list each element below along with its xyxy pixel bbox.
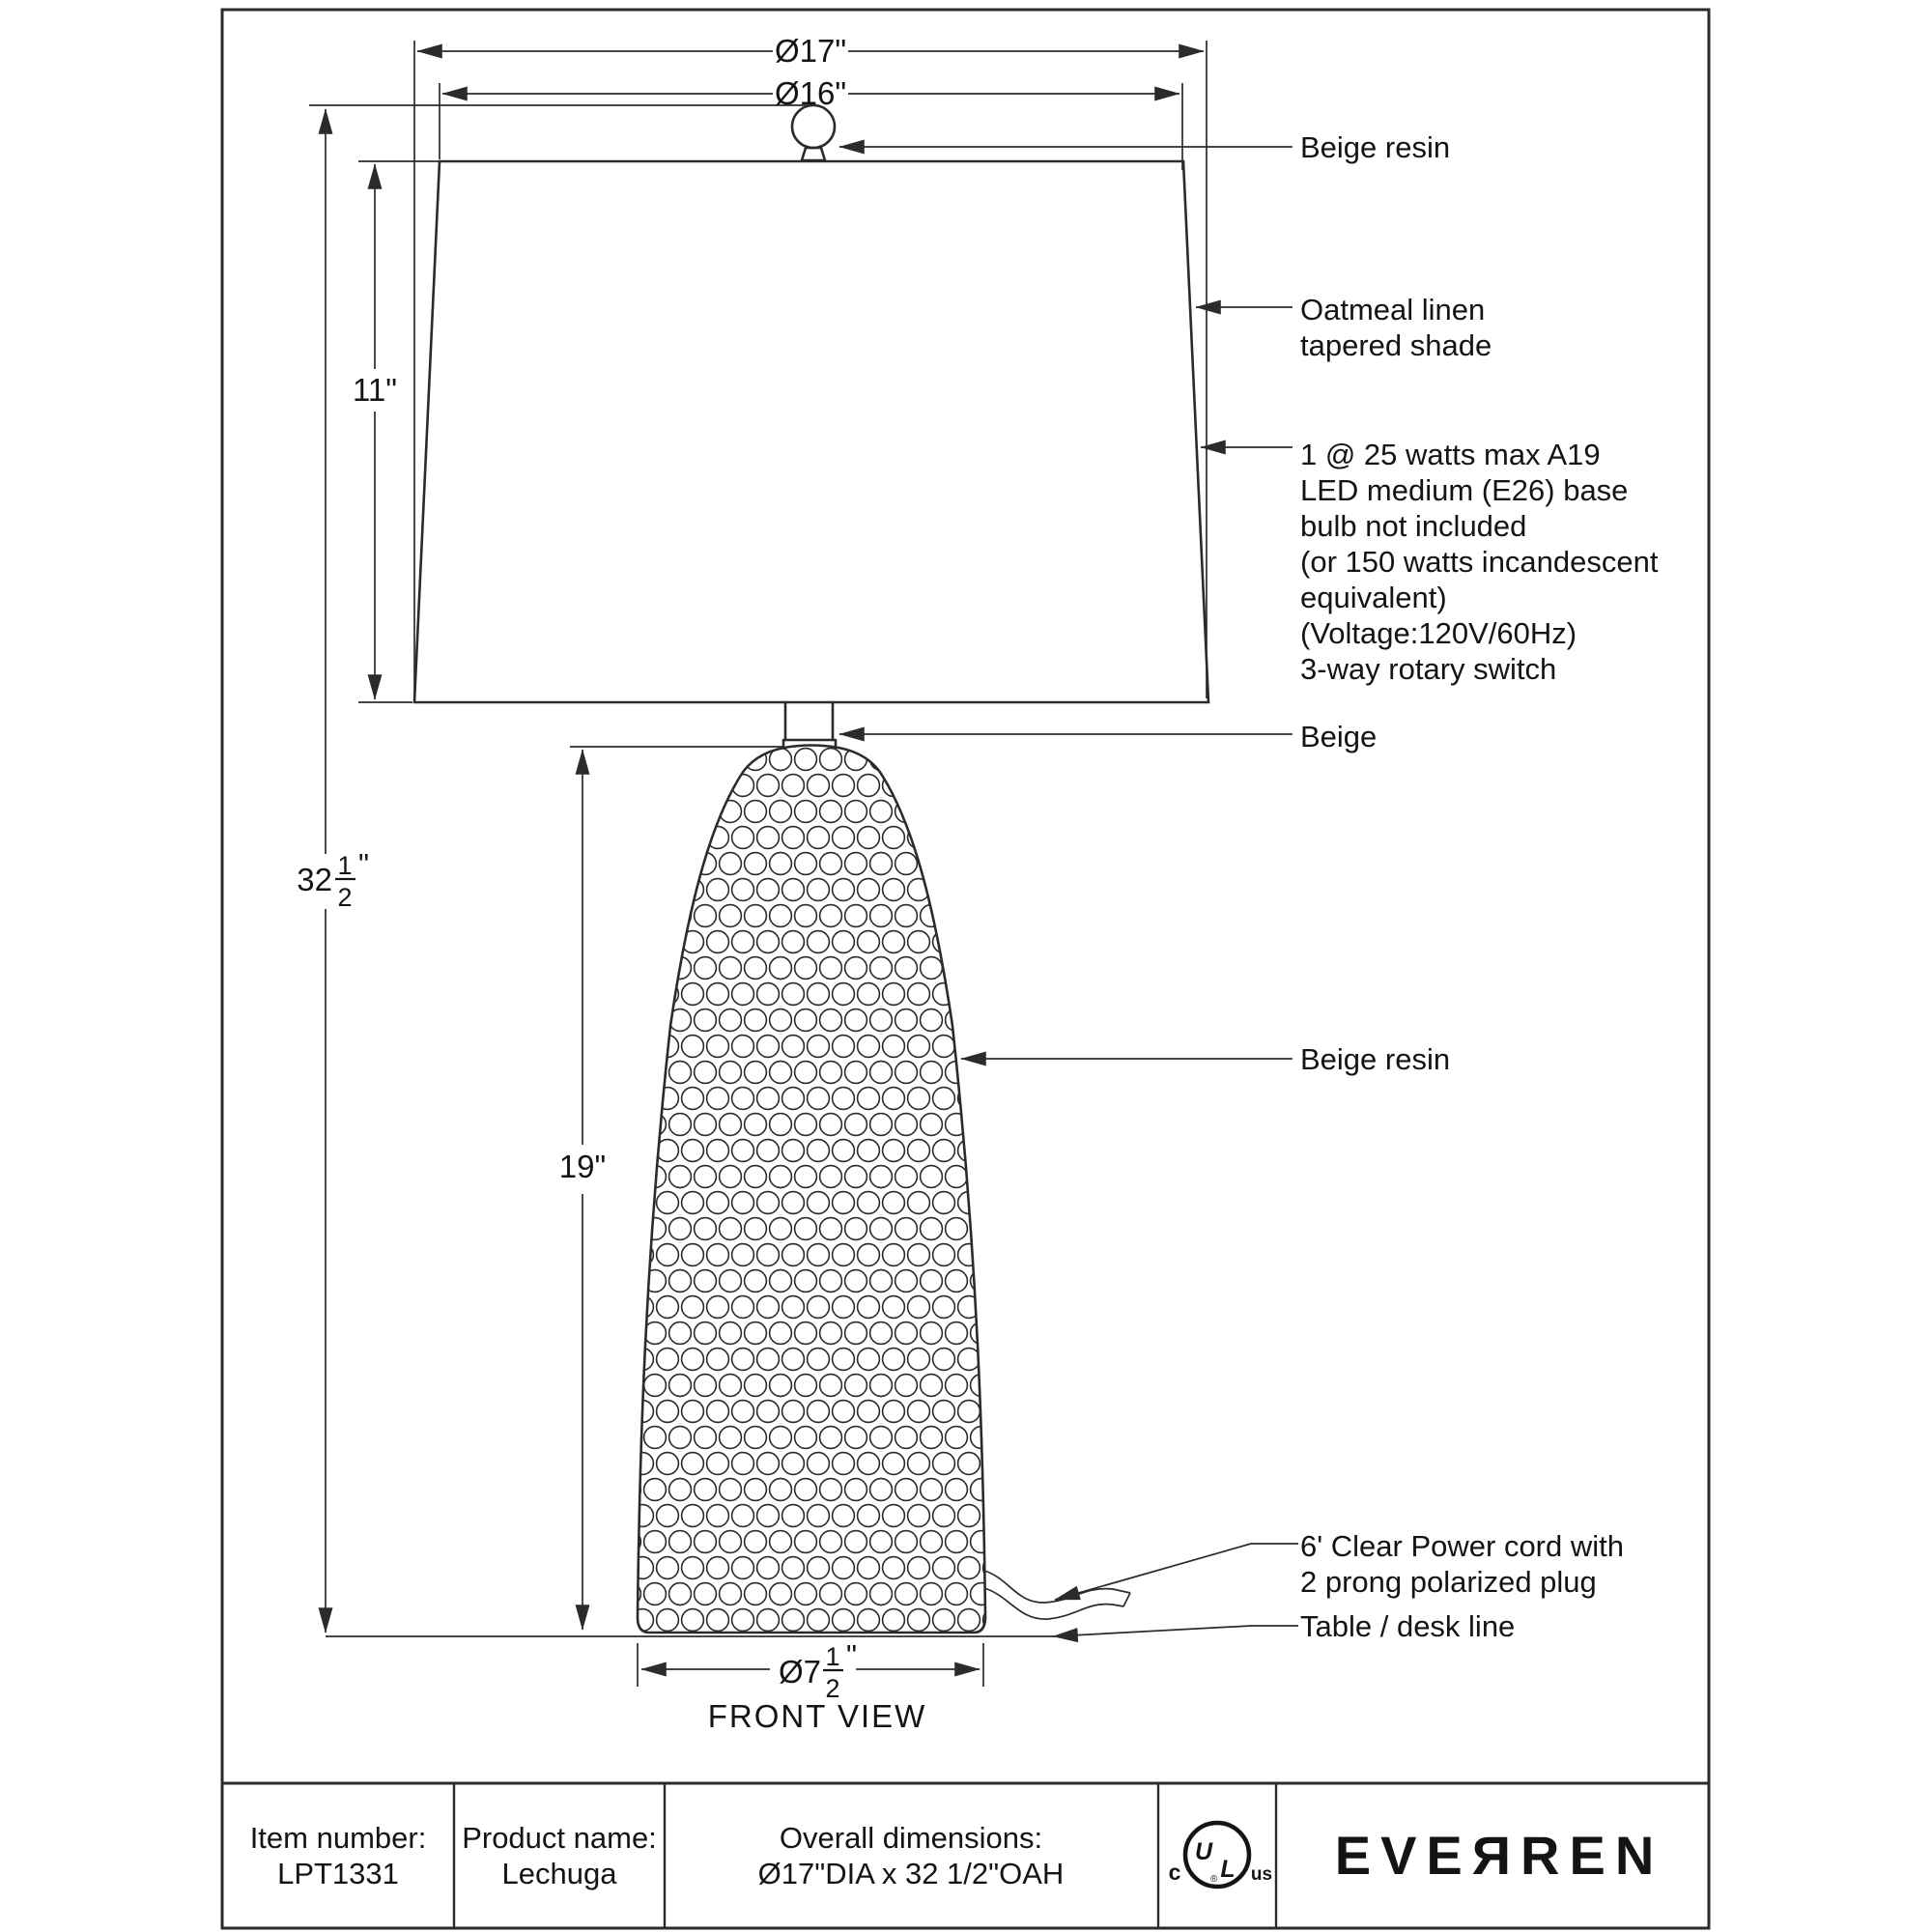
- product-name-value: Lechuga: [501, 1857, 617, 1890]
- cert-c: c: [1168, 1860, 1181, 1885]
- callout-shade-line2: tapered shade: [1300, 328, 1492, 362]
- overall-dimensions-value: Ø17"DIA x 32 1/2"OAH: [757, 1857, 1065, 1890]
- item-number-value: LPT1331: [277, 1857, 399, 1890]
- registered-mark: ®: [1210, 1874, 1218, 1885]
- cert-us: us: [1250, 1864, 1273, 1885]
- callout-finial: Beige resin: [1300, 130, 1451, 164]
- dim-unit: ": [846, 1638, 858, 1672]
- brand-logo: EVEЯREN: [1334, 1825, 1664, 1886]
- bulb-line: equivalent): [1300, 581, 1447, 614]
- view-label: FRONT VIEW: [707, 1698, 927, 1734]
- ul-letter-u: U: [1194, 1838, 1213, 1865]
- item-number-label: Item number:: [249, 1821, 427, 1855]
- callout-table-line: Table / desk line: [1300, 1609, 1516, 1643]
- ul-letter-l: L: [1220, 1856, 1236, 1883]
- callout-cord-line2: 2 prong polarized plug: [1300, 1565, 1597, 1599]
- bulb-line: 1 @ 25 watts max A19: [1300, 438, 1601, 471]
- callout-neck: Beige: [1300, 720, 1378, 753]
- dim-denominator: 2: [337, 883, 353, 912]
- bulb-line: bulb not included: [1300, 509, 1527, 543]
- overall-dimensions-label: Overall dimensions:: [779, 1821, 1043, 1855]
- dim-prefix: Ø7: [778, 1654, 821, 1690]
- callout-cord-line1: 6' Clear Power cord with: [1300, 1529, 1624, 1563]
- dim-denominator: 2: [825, 1674, 840, 1703]
- dim-label: Ø16": [774, 75, 847, 111]
- dim-label: 11": [353, 372, 397, 408]
- callout-body: Beige resin: [1300, 1042, 1451, 1076]
- dim-whole: 32: [297, 862, 332, 897]
- dim-label: Ø17": [774, 33, 847, 69]
- bulb-line: (Voltage:120V/60Hz): [1300, 616, 1577, 650]
- callout-shade-line1: Oatmeal linen: [1300, 293, 1486, 327]
- bulb-line: 3-way rotary switch: [1300, 652, 1557, 686]
- bulb-line: (or 150 watts incandescent: [1300, 545, 1659, 579]
- dim-label: 19": [558, 1149, 607, 1184]
- dim-numerator: 1: [337, 851, 353, 880]
- dim-numerator: 1: [825, 1642, 840, 1671]
- product-name-label: Product name:: [462, 1821, 657, 1855]
- bulb-line: LED medium (E26) base: [1300, 473, 1629, 507]
- dim-unit: ": [358, 847, 370, 881]
